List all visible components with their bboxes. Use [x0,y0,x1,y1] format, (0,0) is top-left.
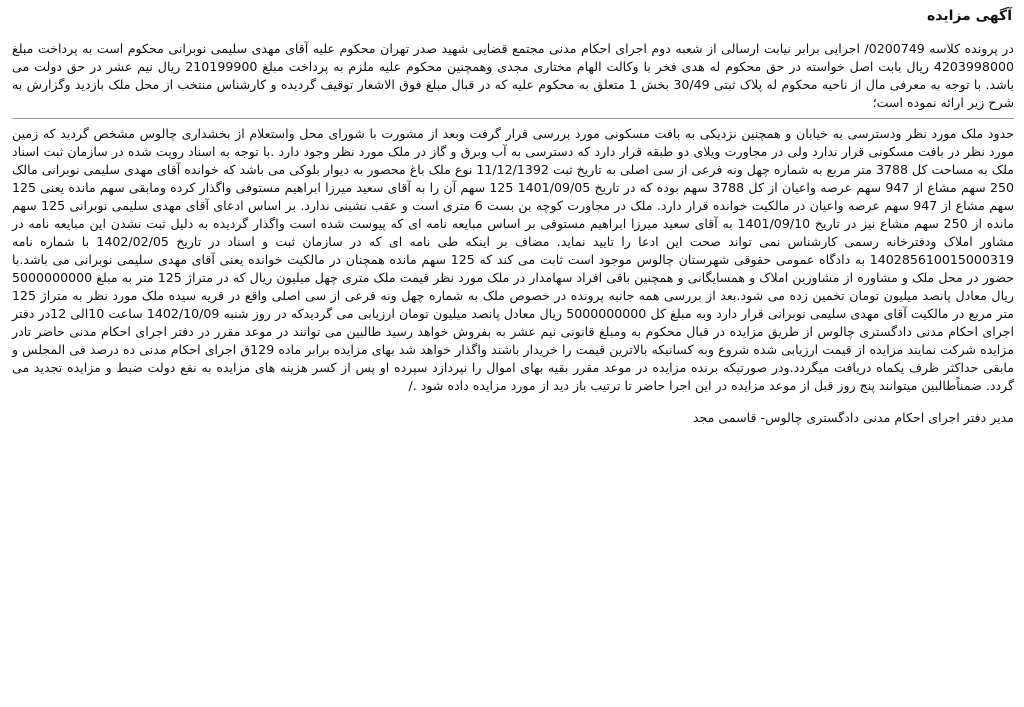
notice-paragraph-property: حدود ملک مورد نظر ودسترسی به خیابان و همچنین نزدیکی به بافت مسکونی مورد بررسی قرار گرفت وبعد از مشورت با شورای محل واستعلام از بخشداری چالوس مشخص گردید که زمین مورد نظر در بافت مسکونی قرار ندارد ولی در مجاورت ویلای دو طبقه قرار دارد که دسترسی به آب وبرق و گاز در ملک مورد نظر وجود دارد .با توجه به اسناد رویت شده در سازمان ثبت اسناد ملک به مساحت کل 3788 متر مربع به شماره چهل ونه فرعی از سی اصلی به تاریخ ثبت 11/12/1392 نوع ملک باغ محصور به دیوار بلوکی می باشد که خوانده آقای مهدی سلیمی نوبرانی مالک 250 سهم مشاع از 947 سهم عرصه واعیان از کل 3788 سهم بوده که در تاریخ 1401/09/05 125 سهم آن را به آقای سعید میرزا ابراهیم مستوفی واگذار کرده ومابقی سهم مانده یعنی 125 سهم مشاع از 947 سهم عرصه واعیان در مالکیت خوانده قرار دارد. ملک در مجاورت کوچه بن بست 6 متری است و عقب نشینی ندارد. بر اساس ادعای آقای مهدی سلیمی نوبرانی 125 سهم مانده از 250 سهم مشاع نیز در تاریخ 1401/09/10 به آقای سعید میرزا ابراهیم مستوفی بر اساس مبایعه نامه ای که پیوست شده است واگذار گردیده به دلیل ثبت نشدن این مبایعه نامه در مشاور املاک ودفترخانه رسمی کارشناس نمی تواند صحت این ادعا را تایید نماید. مضاف بر اینکه طی نامه ای که در سازمان ثبت و اسناد در تاریخ 1402/02/05 با شماره نامه 140285610015000319 به دادگاه عمومی حقوقی شهرستان چالوس موجود است ثابت می کند که 125 سهم مانده همچنان در مالکیت خوانده یعنی آقای مهدی سلیمی نوبرانی می باشد.با حضور در محل ملک و مشاوره از مشاورین املاک و همسایگانی و همچنین باقی افراد سهامدار در ملک مورد نظر قیمت ملک متری چهل میلیون ریال که در متراژ 125 متر به مبلغ 5000000000 ریال معادل پانصد میلیون تومان تخمین زده می شود.بعد از بررسی همه جانبه پرونده در خصوص ملک به شماره چهل ونه فرعی از سی اصلی واقع در قریه سیده ملک مورد نظر به متراژ 125 متر مربع در مالکیت آقای مهدی سلیمی نوبرانی قرار دارد وبه مبلغ کل 5000000000 ریال معادل پانصد میلیون تومان ارزیابی می گردیدکه در روز شنبه 1402/10/09 ساعت 10الی 12در دفتر اجرای احکام مدنی دادگستری چالوس از طریق مزایده در قبال محکوم به ومبلغ قانونی نیم عشر به بفروش خواهد رسید طالبین می توانند در موعد مقرر در دفتر اجرای احکام مدنی حاضر تادر مزایده شرکت نمایند مزایده از قیمت ارزیابی شده شروع وبه کسانیکه بالاترین قیمت را خریدار باشند واگذار خواهد شد بهای مزایده برابر ماده 129ق اجرای احکام مدنی ده درصد فی المجلس و مابقی حداکثر ظرف یکماه دریافت میگردد.ودر صورتیکه برنده مزایده در موعد مقرر بقیه بهای اموال را نپردازد سپرده او پس از کسر هزینه های مزایده به نفع دولت ضبط و مزایده تجدید می گردد. ضمناًطالبین میتوانند پنج روز قبل از موعد مزایده در این اجرا حاضر تا ترتیب باز دید از مورد مزایده داده شود ./ [12,126,1014,393]
notice-title: آگهی مزایده [926,8,1012,24]
notice-paragraph-case: در پرونده کلاسه 0200749/ اجرایی برابر نیابت ارسالی از شعبه دوم اجرای احکام مدنی مجتمع قضایی شهید صدر تهران محکوم علیه آقای مهدی سلیمی نوبرانی محکوم است به پرداخت مبلغ 4203998000 ریال بابت اصل خواسته در حق محکوم له هدی فخر با وکالت الهام مختاری مجدی وهمچنین محکوم علیه ملزم به پرداخت مبلغ 210199900 ریال نیم عشر در حق دولت می باشد. با توجه به معرفی مال از ناحیه محکوم له پلاک ثبتی 30/49 بخش 1 متعلق به محکوم علیه که در قبال مبلغ فوق الاشعار توقیف گردیده و کارشناس منتخب از محل ملک بازدید وگزارش به شرح زیر ارائه نموده است؛ [12,41,1015,110]
notice-signature: مدیر دفتر اجرای احکام مدنی دادگستری چالوس- قاسمی مجد [692,410,1014,425]
paragraph-divider [12,118,1014,119]
